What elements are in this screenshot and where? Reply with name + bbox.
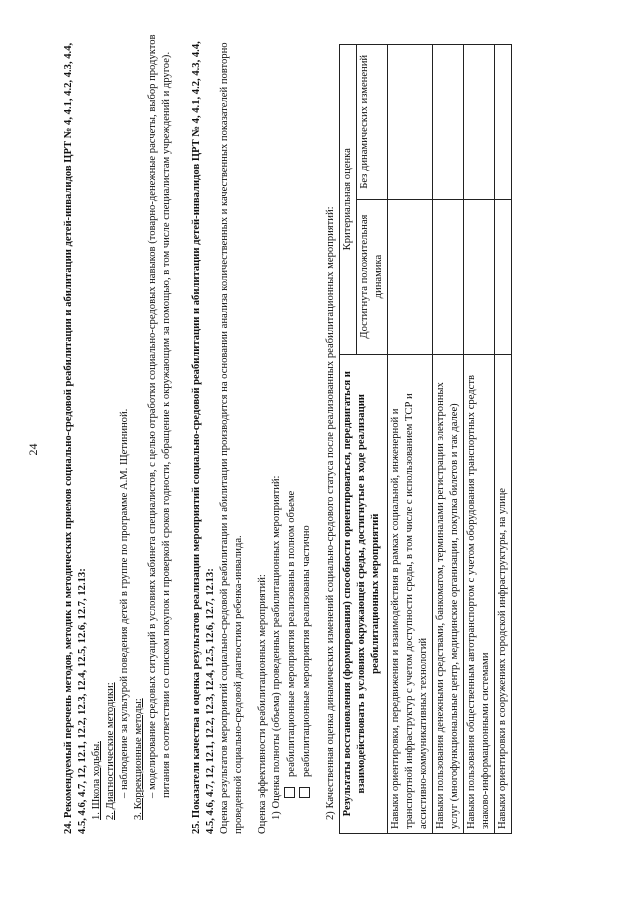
evaluation-title: Оценка эффективности реабилитационных мероприятий: xyxy=(256,574,268,834)
method-walking-school: 1. Школа ходьбы. xyxy=(90,741,102,820)
table-row-label: Навыки ориентировки, передвижения и взаимодействия в рамках социальной, инженерной и транспортной инфраструктур с учетом доступности среды, в том числе с использованием ТСР и ассистивно-коммуникативных технологий xyxy=(388,354,433,833)
option-partial-label: реабилитационные мероприятия реализованы частично xyxy=(300,525,312,777)
positive-dynamics-cell[interactable] xyxy=(388,199,433,354)
no-change-cell[interactable] xyxy=(495,45,512,200)
section-25-heading: 25. Показатели качества и оценка результатов реализации мероприятий социально-средовой реабилитации и абилитации детей-инвалидов ЦРТ № 4, 4.1, 4.2, 4.3, 4.4, 4.5, 4.6, 4.7, 12, 12.1, 12.2, 12.3, 12.4, 12.5, 12.6, 12.7, 12.13: xyxy=(190,41,216,834)
no-change-cell[interactable] xyxy=(388,45,433,200)
method-correction-detail: – моделирование средовых ситуаций в условиях кабинета специалистов, с целью отработки социально-средовых навыков (товарно-денежные расчеты, выбор продуктов питания в соответствии со списком покупок и проверкой сроков годности, обращение к окружающим за помощью, в том числе специалистам учреждений и другое). xyxy=(146,34,172,798)
method-diagnostics-detail: – наблюдение за культурой поведения детей в группе по программе А.М. Щетининой. xyxy=(118,408,130,798)
evaluation-quality: 2) Качественная оценка динамических изменений социально-средового статуса после реализованных реабилитационных мероприятий: xyxy=(324,206,336,820)
table-row xyxy=(433,45,464,834)
table-row-label: Навыки пользования денежными средствами, банкоматом, терминалами регистрации электронных услуг (многофункциональные центр, медицинские организации, покупка билетов и так далее) xyxy=(433,354,464,833)
section-24-heading: 24. Рекомендуемый перечень методов, методик и методических приемов социально-средовой реабилитации и абилитации детей-инвалидов ЦРТ № 4, 4.1, 4.2, 4.3, 4.4, 4.5, 4.6, 4.7, 12, 12.1, 12.2, 12.3, 12.4, 12.5, 12.6, 12.7, 12.13: xyxy=(63,42,88,834)
table-row xyxy=(495,45,512,834)
page-number: 24 xyxy=(26,443,40,456)
results-table xyxy=(339,44,512,834)
criterial-assessment-header: Критериальная оценка xyxy=(340,45,357,355)
option-full xyxy=(284,34,299,834)
option-partial xyxy=(299,34,314,834)
checkbox-partial[interactable] xyxy=(299,787,310,798)
option-full-label: реабилитационные мероприятия реализованы в полном объеме xyxy=(285,490,297,777)
table-row xyxy=(388,45,433,834)
method-correction: 3. Коррекционные методы: xyxy=(132,698,144,820)
no-change-cell[interactable] xyxy=(464,45,495,200)
rotated-page xyxy=(20,17,620,882)
table-row-label: Навыки пользования общественным автотранспортом с учетом оборудования транспортных средств знаково-информационными системами xyxy=(464,354,495,833)
checkbox-full[interactable] xyxy=(284,787,295,798)
table-row xyxy=(464,45,495,834)
evaluation-completeness: 1) Оценка полноты (объема) проведенных реабилитационных мероприятий: xyxy=(270,475,282,820)
positive-dynamics-header: Достигнута положительная динамика xyxy=(357,199,388,354)
section-25-paragraph: Оценка результатов мероприятий социально-средовой реабилитации и абилитации производится на основании анализа количественных и качественных показателей повторно проведенной социально-средовой диагностики ребенка-инвалида. xyxy=(218,42,244,834)
positive-dynamics-cell[interactable] xyxy=(464,199,495,354)
positive-dynamics-cell[interactable] xyxy=(495,199,512,354)
method-diagnostics: 2. Диагностические методики: xyxy=(104,682,116,820)
no-change-cell[interactable] xyxy=(433,45,464,200)
page-content xyxy=(62,34,512,834)
results-column-header: Результаты восстановления (формирования) способности ориентироваться, передвигаться и взаимодействовать в условиях окружающей среды, достигнутые в ходе реализации реабилитационных мероприятий xyxy=(340,354,388,833)
table-row-label: Навыки ориентировки в сооружениях городской инфраструктуры, на улице xyxy=(495,354,512,833)
positive-dynamics-cell[interactable] xyxy=(433,199,464,354)
no-change-header: Без динамических изменений xyxy=(357,45,388,200)
